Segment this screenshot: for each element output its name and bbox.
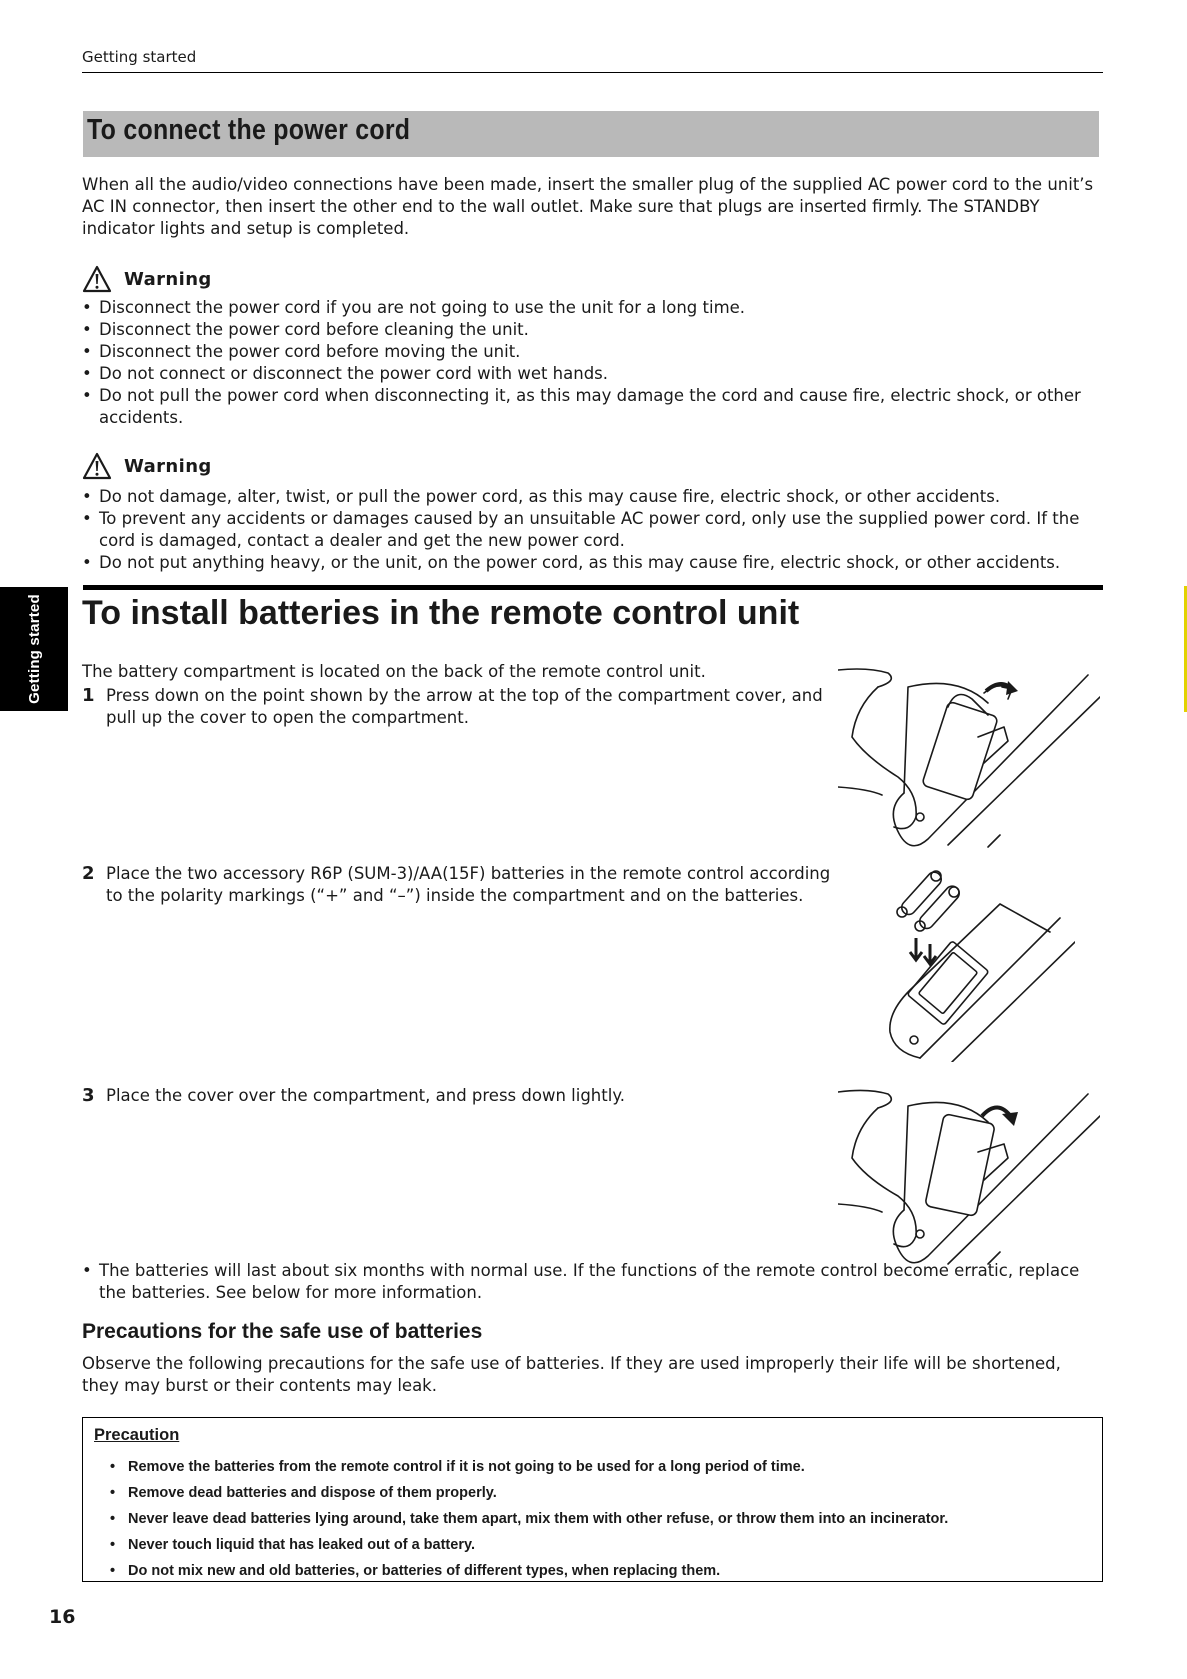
warning-triangle-icon [82,265,112,293]
warning-heading-1 [82,265,212,293]
step-1 [82,685,842,735]
step-2 [82,863,842,933]
running-head: Getting started [82,48,197,66]
battery-life-note [82,1260,1102,1304]
insert-batteries-illustration [880,862,1075,1062]
step-number: 1 [82,685,95,706]
list-item: • The batteries will last about six months with normal use. If the functions of the remote control become erratic, replace the batteries. See below for more information. [82,1260,1102,1304]
step-number: 3 [82,1085,95,1106]
list-item: • Disconnect the power cord before moving the unit. [82,341,1102,363]
precaution-list [110,1454,948,1584]
section-title-batteries: To install batteries in the remote control unit [82,594,800,632]
warning-list-2 [82,486,1102,574]
list-item: • Remove dead batteries and dispose of them properly. [110,1480,948,1506]
side-tab-label: Getting started [25,594,43,704]
step-number: 2 [82,863,95,884]
power-cord-intro: When all the audio/video connections have been made, insert the smaller plug of the supplied AC power cord to the unit’s AC IN connector, then insert the other end to the wall outlet. Make sure that plugs are inserted firmly. The STANDBY indicator lights and setup is completed. [82,175,1094,238]
page-number: 16 [49,1606,76,1628]
list-item: • To prevent any accidents or damages caused by an unsuitable AC power cord, only use the supplied power cord. If the cord is damaged, contact a dealer and get the new power cord. [82,508,1102,552]
list-item: • Do not mix new and old batteries, or batteries of different types, when replacing them. [110,1558,948,1584]
step-text: Press down on the point shown by the arrow at the top of the compartment cover, and pull up the cover to open the compartment. [106,686,823,727]
section-title-power-cord: To connect the power cord [87,114,411,146]
list-item: • Do not connect or disconnect the power cord with wet hands. [82,363,1102,385]
precaution-box [82,1417,1103,1582]
list-item: • Never leave dead batteries lying around, take them apart, mix them with other refuse, or throw them into an incinerator. [110,1506,948,1532]
open-cover-illustration [838,667,1100,850]
section-rule [83,585,1103,590]
warning-heading-2 [82,452,212,480]
list-item: • Do not put anything heavy, or the unit, on the power cord, as this may cause fire, electric shock, or other accidents. [82,552,1102,574]
list-item: • Never touch liquid that has leaked out of a battery. [110,1532,948,1558]
batteries-intro: The battery compartment is located on the back of the remote control unit. [82,662,706,681]
warning-list-1 [82,297,1102,429]
list-item: • Disconnect the power cord if you are not going to use the unit for a long time. [82,297,1102,319]
warning-label: Warning [124,455,212,477]
step-3 [82,1085,842,1109]
list-item: • Do not damage, alter, twist, or pull the power cord, as this may cause fire, electric shock, or other accidents. [82,486,1102,508]
warning-label: Warning [124,268,212,290]
step-text: Place the cover over the compartment, and press down lightly. [106,1086,625,1105]
header-rule [82,72,1103,73]
side-tab [0,587,68,711]
warning-triangle-icon [82,452,112,480]
precaution-heading: Precaution [94,1426,180,1444]
precautions-intro: Observe the following precautions for the safe use of batteries. If they are used improperly their life will be shortened, they may burst or their contents may leak. [82,1354,1061,1395]
list-item: • Remove the batteries from the remote control if it is not going to be used for a long period of time. [110,1454,948,1480]
step-text: Place the two accessory R6P (SUM-3)/AA(15F) batteries in the remote control according to the polarity markings (“+” and “–”) inside the compartment and on the batteries. [106,864,831,905]
list-item: • Disconnect the power cord before cleaning the unit. [82,319,1102,341]
precautions-heading: Precautions for the safe use of batteries [82,1320,483,1343]
close-cover-illustration [838,1088,1100,1266]
list-item: • Do not pull the power cord when disconnecting it, as this may damage the cord and cause fire, electric shock, or other accidents. [82,385,1102,429]
